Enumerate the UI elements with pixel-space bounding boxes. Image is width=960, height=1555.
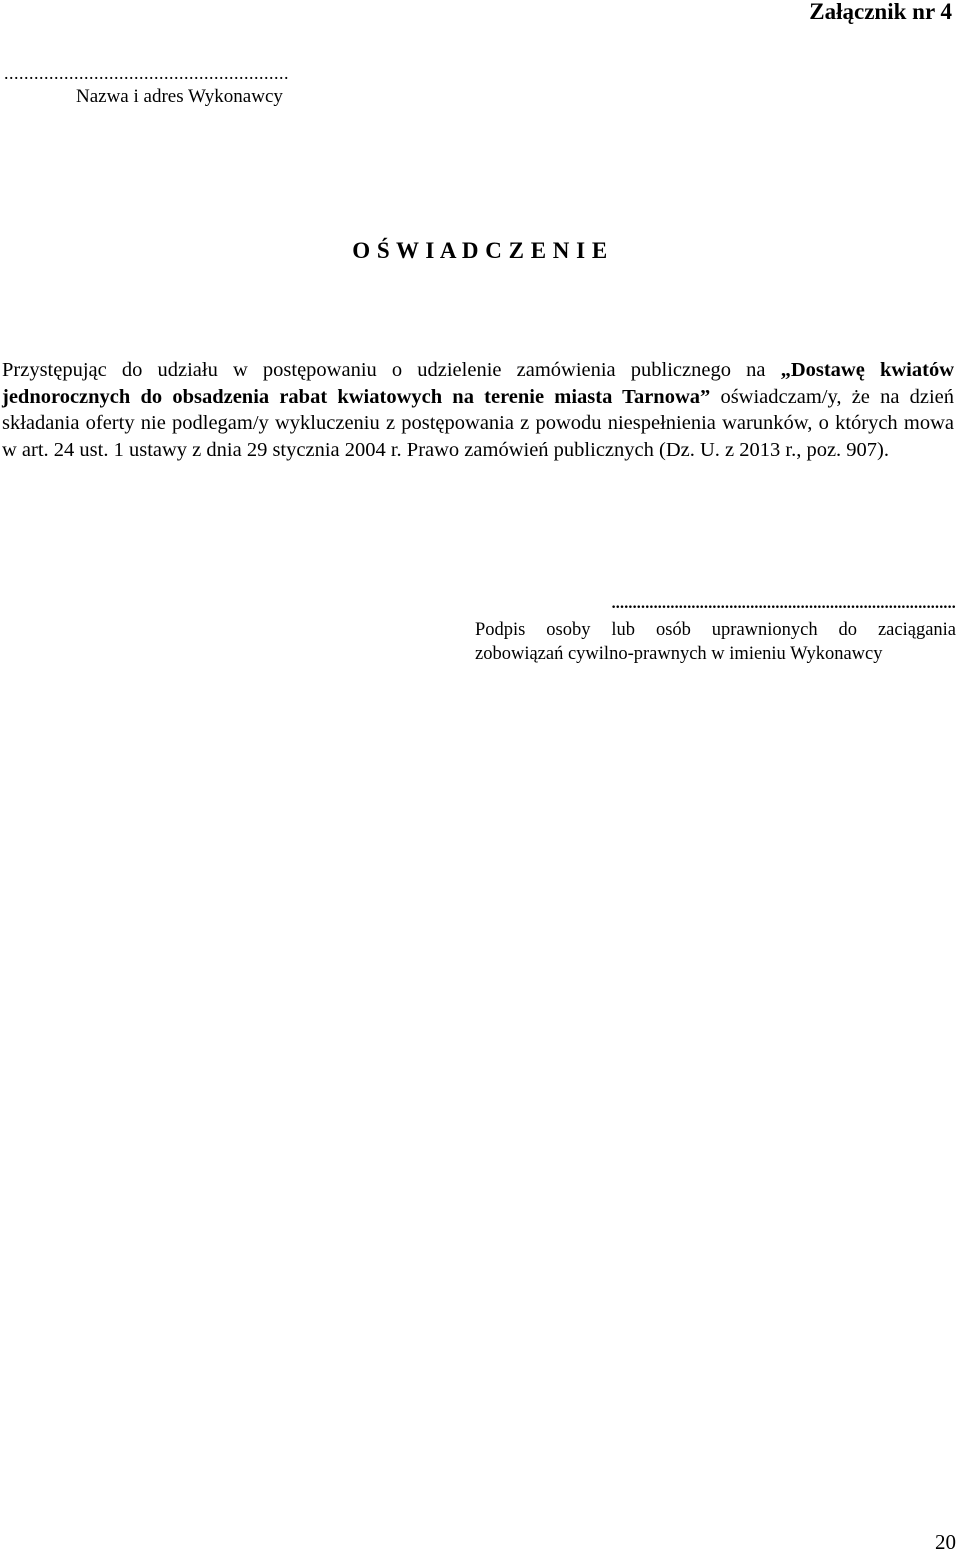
signature-block — [475, 594, 956, 666]
declaration-intro: Przystępując do udziału w postępowaniu o udzielenie zamówienia publicznego na — [2, 359, 781, 381]
page-number: 20 — [935, 1530, 956, 1554]
signature-caption-line-2: zobowiązań cywilno-prawnych w imieniu Wykonawcy — [475, 644, 883, 664]
contractor-dotted-line: ......................................................... — [4, 63, 289, 83]
declaration-subject: „Dostawę kwiatów jednorocznych do obsadzenia rabat kwiatowych na terenie miasta Tarnowa” — [2, 359, 954, 408]
contractor-name-address-label: Nazwa i adres Wykonawcy — [76, 86, 283, 107]
document-title: O Ś W I A D C Z E N I E — [352, 238, 608, 263]
declaration-paragraph — [2, 357, 954, 463]
declaration-statement: oświadczam/y, że na dzień składania oferty nie podlegam/y wykluczeniu z postępowania z powodu niespełnienia warunków, o których mowa w art. 24 ust. 1 ustawy z dnia 29 stycznia 2004 r. Prawo zamówień publicznych (Dz. U. z 2013 r., poz. 907). — [2, 385, 954, 461]
attachment-label: Załącznik nr 4 — [809, 0, 952, 24]
signature-caption-line-1: Podpis osoby lub osób uprawnionych do zaciągania — [475, 620, 956, 640]
signature-dotted-line: .................................................................................. — [611, 595, 956, 612]
